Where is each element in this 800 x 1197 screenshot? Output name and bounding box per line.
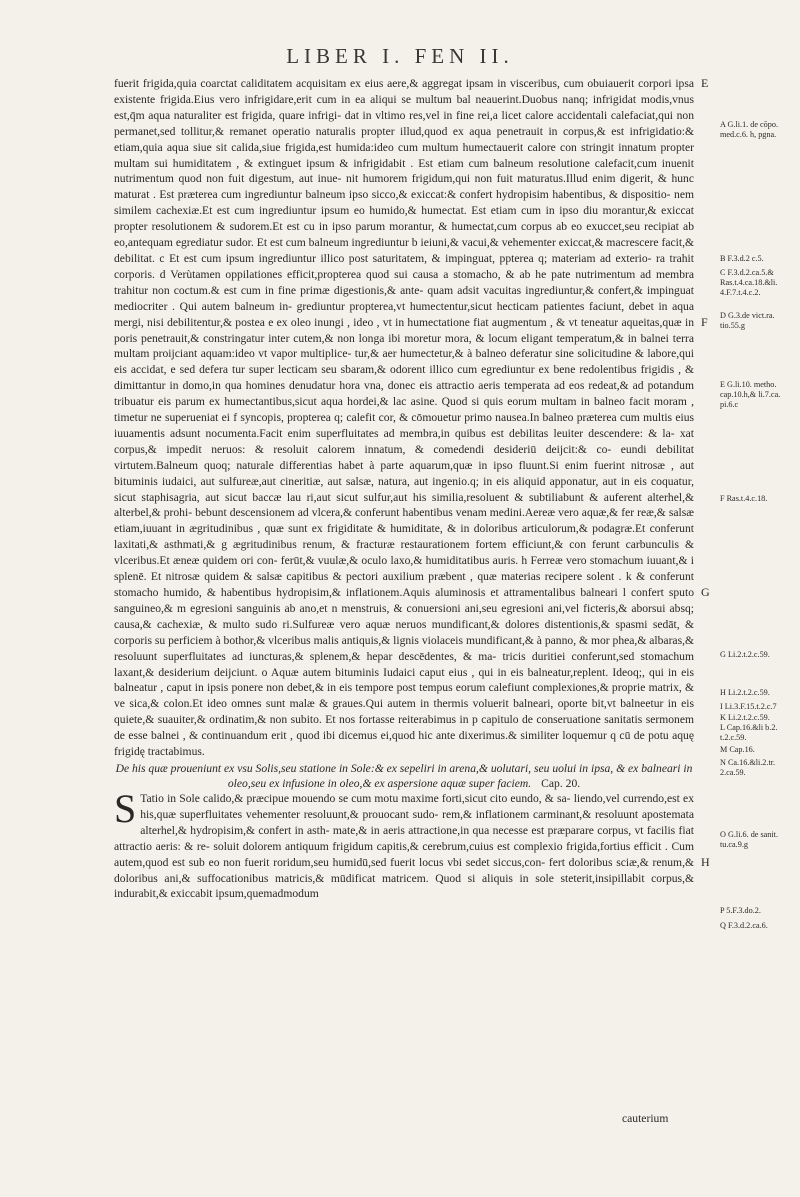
margin-note: I Li.3.F.15.t.2.c.7 xyxy=(720,702,777,711)
margin-note: Q F.3.d.2.ca.6. xyxy=(720,921,768,930)
margin-note: M Cap.16. xyxy=(720,745,755,754)
margin-note: B F.3.d.2 c.5. xyxy=(720,254,764,263)
margin-note: N Ca.16.&li.2.tr. 2.ca.59. xyxy=(720,758,776,777)
running-header: LIBER I. FEN II. xyxy=(286,44,514,68)
drop-capital: S xyxy=(114,785,137,831)
margin-note: H Li.2.t.2.c.59. xyxy=(720,688,770,697)
body-paragraph-2 xyxy=(114,785,694,902)
chapter-heading xyxy=(114,761,694,791)
margin-note: D G.3.de vict.ra. tio.55.g xyxy=(720,311,775,330)
margin-note: C F.3.d.2.ca.5.& Ras.t.4.ca.18.&li. 4.F.7.t.4.c.2. xyxy=(720,268,778,297)
margin-note: A G.li.1. de cōpo. med.c.6. h, pgna. xyxy=(720,120,778,139)
paragraph-2-text: Tatio in Sole calido,& præcipue mouendo se cum motu maxime forti,sicut cito eundo, & sa- liendo,vel currendo,est ex his,quæ superfluitates vehementer resoluunt,& prouocant sudo- rem,& inflationem carminant,& resoluunt apostemata alterhel,& hydropisim,& confert in asth- mate,& in aeris attractione,in qua necesse est præparare corpus, vt facilis fiat attractio aeris: & re- soluit dolorem antiquum frigidum capitis,& cerebrum,cuius est complexio frigida,fortius efficit . Cum autem,quod est sub eo non fuerit roridum,seu humidū,sed fuerit locus vbi sedet siccus,con- fert doloribus sciæ,& renum,& doloribus ani,& suffocationibus matricis,& mūdificat matricem. Quod si aliquis in sole steterit,insipillabit corpus,& indurabit,& exiccabit ipsum,quemadmodum xyxy=(114,791,694,901)
signature-mark-f: F xyxy=(701,315,708,329)
signature-mark-e: E xyxy=(701,76,709,90)
catchword: cauterium xyxy=(622,1112,669,1125)
margin-note: L Cap.16.&li b.2. t.2.c.59. xyxy=(720,723,778,742)
margin-note: G Li.2.t.2.c.59. xyxy=(720,650,770,659)
margin-note: O G.li.6. de sanit. tu.ca.9.g xyxy=(720,830,778,849)
signature-mark-g: G xyxy=(701,585,710,599)
margin-note: P 5.F.3.do.2. xyxy=(720,906,761,915)
main-text xyxy=(114,76,694,902)
margin-note: K Li.2.t.2.c.59. xyxy=(720,713,770,722)
chapter-title: De his quæ proueniunt ex vsu Solis,seu statione in Sole:& ex sepeliri in arena,& uolutari, seu uolui in ipsa, & ex balneari in oleo,seu ex infusione in oleo,& ex aspersione aquæ super faciem. xyxy=(115,761,693,790)
margin-note: F Ras.t.4.c.18. xyxy=(720,494,768,503)
signature-mark-h: H xyxy=(701,855,710,869)
margin-note: E G.li.10. metho. cap.10.h,& li.7.ca. pi.6.c xyxy=(720,380,781,409)
chapter-number: Cap. 20. xyxy=(541,776,581,790)
body-paragraph: fuerit frigida,quia coarctat caliditatem acquisitam ex eius aere,& aggregat ipsam in visceribus, cum obuiauerit corpori ipsa existente frigida.Eius vero infrigidare,erit cum in ea aliqui se multum bal neauerint.Duobus nanq; infrigidat modis,vnus est,q̄m aqua naturaliter est frigida, quare infrigi- dat in vltimo res,vel in fine rei,a licet calore accidentali calefaciat,qui non permanet,sed tollitur,& remanet operatio naturalis propter illud,quod ex aqua penetrauit in corpus,& est infrigidatio:& etiam,quia aqua siue sit calida,siue frigida,est humida:ideo cum multum humectauerit calore con stringit innatum propter multam sui humiditatem , & extinguet ipsum & infrigidabit . Est etiam cum balneum resolutione calefacit,cum inuenit nutrimentum quod non fuit digestum, aut inue- nit humorem frigidum,qui non fuit maturatus.Illud enim digerit, & hunc maturat . Est præterea cum ingrediuntur balneum ipso sicco,& exiccat:& confert hydropisim habentibus, & dispositio- nem similem cachexiæ.Et est cum ingrediuntur ipsum eo humido,& humectat. Est etiam cum in ipso diu morantur,& exiccat propter resolutionem & sudorem.Et est cu in ipso parum morantur, & humectat,cum corpus ab eo exuccet,seu recipiat ab eo,antequam egrediatur sudor. Et est cum balneum ingrediuntur b ieiuni,& vacui,& vehementer exiccat,& macrescere facit,& debilitat. c Et est cum ipsum ingrediuntur illico post saturitatem, & impinguat, ppterea q; materiam ad exterio- ra trahit corporis. d Verùtamen oppilationes efficit,propterea quod sui causa a stomacho, & ab he pate nutrimentum ad membra trahitur non coctum.& est cum in fine primæ digestionis,& ante- quam adsit vacuitas ingrediuntur,& confert,& impinguat mediocriter . Qui autem balneum in- grediuntur propterea,vt humectentur,sicut hecticam patientes faciunt, debet in aqua mergi, nisi debilitentur,& postea e ex oleo inungi , ideo , vt in humectatione fiat augmentum , & vt teneatur aqueitas,quæ in poris penetrauit,& constringatur inter cutem,& non longa ibi moretur mora, & locum eligant temperatum,& in balnei terra multam proijciant aquam:ideo vt vapor multiplice- tur,& aer humectetur,& à balneo deferatur sine solicitudine & labore,qui eis accidat, e sed defera tur super lecticam seu sbaram,& odorent illico cum egrediuntur ex bene redolentibus frigidis , & dimittantur in domo,in qua homines denudatur hora vna, donec eis attractio aeris temperata ad eos redeat,& ad potandum tribuatur eis parum ex humectantibus,sicut aqua hordei,& lac asine. Quod si quis eorum multam in balneo facit moram , timetur ne superueniat ei f syncopis, propterea q; calefit cor, & cōmouetur primo nausea.In balneo præterea cum multis eius iuuamentis adsunt nocumenta.Facit enim superfluitates ad membra,in quibus est debilitas leuiter descendere: & la- xat corpus,& impedit neruos: & resoluit calorem innatum, & comedendi desideriū deijcit:& co- eundi debilitat virtutem.Balneum quoq; naturale differentias habet à parte aquarum,quæ in ipso fluunt.Si enim fuerint nitrosæ , aut bituminis iudaici, aut sulfureæ,aut cineritiæ, aut salsæ, natura, aut ingenio.q; in eis aliquid apponatur, aut in eis coquatur, sicut staphisagria, aut sicut baccæ lau ri,aut sicut sulfur,aut his similia,resoluent & subtiliabunt & auferent alterhel,& alterbel,& prohi- bebunt descensionem ad vlcera,& conferunt habentibus venam medini.Aereæ vero aquæ,& fer reæ,& salsæ etiam,iuuant in ægritudinibus , quæ sunt ex frigiditate & humiditate, & in doloribus articulorum,& podagræ.Et conferunt laxitati,& asthmati,& g ægritudinibus renum, & fracturæ restaurationem fortem efficiunt,& con ferunt carbunculis & vlceribus.Et æneæ quidem ori con- ferūt,& vuulæ,& oculo laxo,& humiditatibus auris. h Ferreæ vero stomachum iuuant,& i splenē. Et nitrosæ quidem & salsæ capitibus & pectori auxilium præbent , quæ materias recipere solent . k & conferunt stomacho humido, & habentibus hydropisim,& inflationem.Aquis aluminosis et attramentalibus balneari l confert sputo sanguineo,& m egresioni sanguinis ab ano,et n menstruis, & conuersioni ani,seu egresioni ani,vel ficteris,& aborsui absq; causa,& cachexiæ, & multo sudo ri.Sulfureæ vero aquæ neruos mundificant,& dolores distentionis,& spasmi sedāt, & corporis su perficiem à bothor,& vlceribus malis antiquis,& lignis violaceis mundificant,& à panno, & mor phea,& albaras,& resoluunt superfluitates ad iuncturas,& splenem,& hepar descēdentes, & ma- tricis duritiei conferunt,sed stomachum laxant,& desiderium deijciunt. o Aquæ autem bituminis Iudaici caput eius , qui in eis balneatur,replent. Ideoq;, qui in eis balneatur , caput in ipsis ponere non debet,& in eis tempore post tempus eorum calefiunt complexiones,& proprie matrix, & ve sica,& colon.Et ideo omnes sunt malæ & graues.Qui autem in thermis voluerit balneari, oporte bit,vt balneetur in eis quiete,& suauiter,& ordinatim,& non subito. Et nos fortasse reiterabimus in p capitulo de conseruatione sanitatis sermonem de esse balnei , & continuandum erit , quod ibi dicemus ei,quod hic ante dixerimus.& similiter loquemur q cū de potu aquę frigidę tractabimus. xyxy=(114,77,694,759)
